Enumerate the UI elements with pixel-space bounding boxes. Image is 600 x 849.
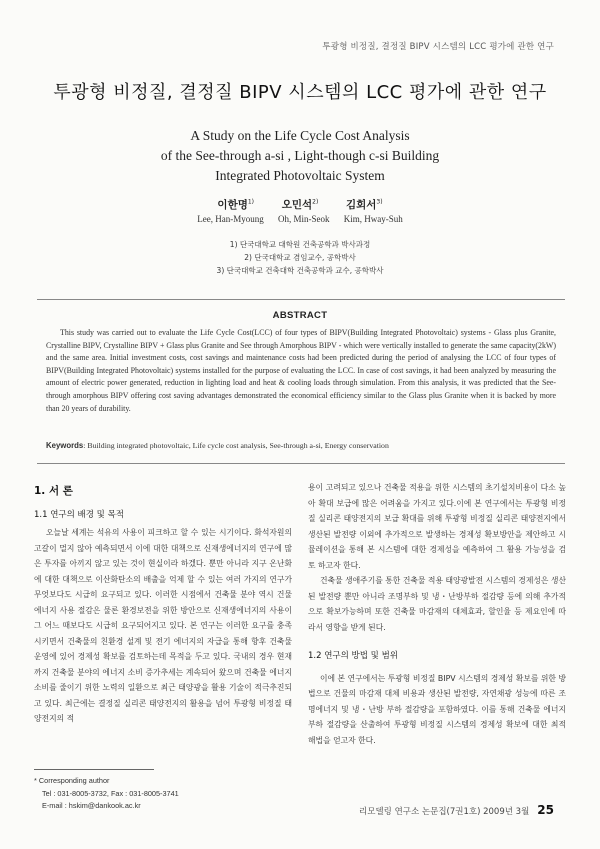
paper-title-english: [0, 126, 600, 186]
journal-info: 리모델링 연구소 논문집(7권1호) 2009년 3월: [359, 807, 530, 817]
author-ko: 오민석$^{2)}$: [281, 198, 319, 211]
section-heading-intro: 1. 서 론: [34, 485, 73, 497]
abstract-heading: ABSTRACT: [272, 310, 328, 321]
keywords-text: : Building integrated photovoltaic, Life cycle cost analysis, See-through a-si, Energy conservation: [83, 441, 389, 450]
abstract-divider: [37, 463, 565, 464]
footnote-divider: [34, 769, 154, 770]
footnote-email: E-mail : hskim@dankook.ac.kr: [42, 801, 141, 810]
page-footer: [359, 803, 554, 817]
affiliation: 1) 단국대학교 대학원 건축공학과 박사과정: [229, 240, 371, 249]
affiliation: 2) 단국대학교 겸임교수, 공학박사: [244, 253, 356, 262]
top-divider: [37, 299, 565, 300]
title-en-line: of the See-through a-si , Light-though c-si Building: [160, 148, 440, 163]
affiliations: [0, 238, 600, 277]
subsection-heading-background: 1.1 연구의 배경 및 목적: [34, 509, 125, 520]
author-en: Kim, Hway-Suh: [343, 214, 403, 224]
body-paragraph: 건축물 생애주기를 통한 건축물 적용 태양광발전 시스템의 경제성은 생산된 발전량 뿐만 아니라 조명부하 및 냉・난방부하 절감량 등에 의해 추가적으로 확보가능하며 또한 건축물 마감재의 대체효과, 할인율 등 제요인에 따라서 영향을 받게 된다.: [308, 576, 566, 632]
body-paragraph: 이에 본 연구에서는 투광형 비정질 BIPV 시스템의 경제성 확보를 위한 방법으로 건물의 마감재 대체 비용과 생산된 발전량, 자연채광 성능에 따른 조명에너지 및 냉・난방 부하 절감량을 포함하였다. 이를 통해 건축물 에너지 부하 절감량을 산출하여 투광형 비정질 시스템의 경제성 확보에 대한 최적 해법을 얻고자 한다.: [308, 673, 566, 745]
page-number: 25: [537, 803, 554, 817]
left-column: [34, 484, 292, 727]
running-head: 투광형 비정질, 결정질 BIPV 시스템의 LCC 평가에 관한 연구: [322, 42, 554, 52]
authors-english: [0, 214, 600, 224]
keywords: [46, 441, 556, 450]
paper-title-korean: 투광형 비정질, 결정질 BIPV 시스템의 LCC 평가에 관한 연구: [53, 82, 547, 103]
authors-korean: [0, 197, 600, 212]
title-en-line: A Study on the Life Cycle Cost Analysis: [190, 128, 410, 143]
author-ko: 김회서$^{3)}$: [345, 198, 383, 211]
author-en: Oh, Min-Seok: [277, 214, 330, 224]
author-en: Lee, Han-Myoung: [197, 214, 264, 224]
body-paragraph: 오늘날 세계는 석유의 사용이 피크하고 할 수 있는 시기이다. 화석자원의 고갈이 멀지 않아 예측되면서 이에 대한 대책으로 신재생에너지의 연구에 많은 투자를 아끼지 않고 있는 것이 현실이라 하겠다. 뿐만 아니라 지구 온난화에 대한 대책으로 이산화탄소의 배출을 억제 할 수 있는 여러 가지의 연구가 무엇보다도 시급히 요구되고 있다. 이러한 시점에서 건축물 분야 역시 건물에너지 사용 절감은 물론 환경보전을 위한 방안으로 신재생에너지의 사용이 그 어느 때보다도 시급히 요구되어지고 있다. 본 연구는 이러한 요구를 충족시키면서 건축물의 친환경 설계 및 전기 에너지의 자급을 통해 향후 건축물운영에 있어 경제성 확보를 검토하는데 목적을 두고 있다. 국내의 경우 현재까지 건축물 분야의 에너지 소비 증가추세는 계속되어 왔으며 건축물 에너지 소비를 줄이기 위한 노력의 일환으로 최근 태양광을 활용 기술이 적극추진되고 있다. 최근에는 결정질 실리콘 태양전지의 활용을 넘어 투광형 비정질 태양전지의 적: [34, 528, 292, 723]
right-column: [308, 480, 566, 748]
subsection-heading-method: 1.2 연구의 방법 및 범위: [308, 651, 399, 661]
footnote: [34, 775, 179, 813]
footnote-title: * Corresponding author: [34, 776, 110, 785]
body-paragraph: 용이 고려되고 있으나 건축물 적용을 위한 시스템의 초기설치비용이 다소 높아 확대 보급에 많은 어려움을 가지고 있다.이에 본 연구에서는 투광형 비정질 실리콘 태양전지의 보급 확대를 위해 투광형 비정질 실리콘 태양전지에서 생산된 발전량 이외에 추가적으로 발생하는 경제성 확보방안을 제안하고 시뮬레이션을 통해 본 시스템에 대한 경제성을 예측하여 그 활용 가능성을 검토 하고자 한다.: [308, 483, 566, 570]
title-en-line: Integrated Photovoltaic System: [215, 168, 385, 183]
keywords-label: Keywords: [46, 441, 84, 450]
abstract-body: This study was carried out to evaluate the Life Cycle Cost(LCC) of four types of BIPV(Building Integrated Photovoltaic) systems - Glass plus Granite, Crystalline BIPV, Crystalline BIPV + Glass plus Granite and See through Amorphous BIPV - which were vertically installed to generate the same capacity(2kW) and the same area. Initial investment costs, cost savings and maintenance costs had been predicted during the period of analysing the LCC of four types of BIPV(Building Integrated Photovoltaic) systems installed for the purpose of evaluating the LCC. In case of cost savings, it had been analyzed by measuring the amount of electric power generated, reduction in lighting load and heat & cooling loads through simulation. From this analysis, it was predicted that the See-through amorphous BIPV offering cost saving advantages demonstrated the economical efficiency similar to the Glass plus Granite when it is backed by more than 20 years of durability.: [46, 328, 556, 413]
author-ko: 이한명$^{1)}$: [217, 198, 255, 211]
footnote-tel: Tel : 031-8005-3732, Fax : 031-8005-3741: [42, 788, 179, 798]
affiliation: 3) 단국대학교 건축대학 건축공학과 교수, 공학박사: [216, 266, 384, 275]
